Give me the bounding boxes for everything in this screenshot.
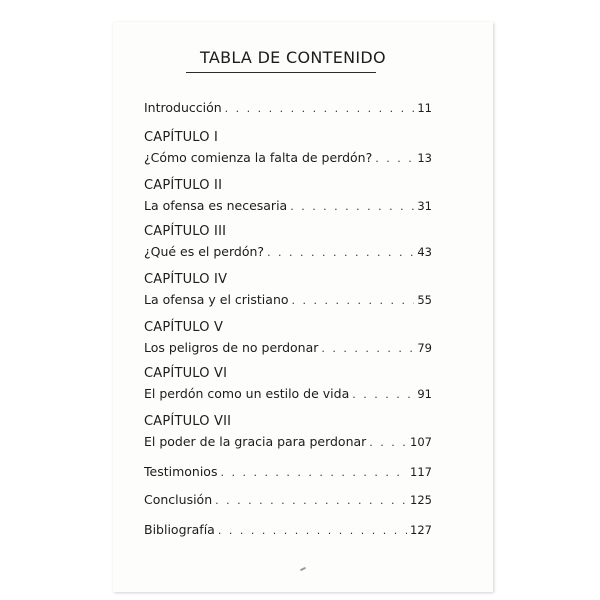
toc-entry-bibliografia [144,522,432,537]
entry-title: Los peligros de no perdonar [144,340,319,355]
page-number: 55 [417,293,432,307]
page-number: 91 [417,387,432,401]
title-underline [186,72,376,73]
page-number: 31 [417,199,432,213]
chapter-label-3: CAPÍTULO III [144,224,227,239]
page-number: 107 [410,435,432,449]
toc-entry-chapter-5 [144,340,432,355]
chapter-label-2: CAPÍTULO II [144,178,223,193]
toc-entry-chapter-3 [144,244,432,259]
page-number: 127 [410,523,432,537]
toc-entry-testimonios [144,464,432,479]
toc-entry-conclusion [144,492,432,507]
entry-title: El perdón como un estilo de vida [144,386,350,401]
page-number: 79 [417,341,432,355]
toc-entry-chapter-1 [144,150,432,165]
dot-leader [321,342,414,355]
dot-leader [375,152,414,165]
toc-entry-introduccion [144,100,432,115]
page-number: 13 [417,151,432,165]
toc-entry-chapter-6 [144,386,432,401]
toc-entry-chapter-7 [144,434,432,449]
entry-title: Conclusión [144,492,213,507]
dot-leader [369,436,407,449]
toc-title: TABLA DE CONTENIDO [200,48,386,67]
entry-title: Bibliografía [144,522,215,537]
dot-leader [215,494,407,507]
toc-entry-chapter-2 [144,198,432,213]
dot-leader [292,294,415,307]
dot-leader [220,466,407,479]
chapter-label-7: CAPÍTULO VII [144,414,232,429]
entry-title: El poder de la gracia para perdonar [144,434,367,449]
page-number: 117 [410,465,432,479]
entry-title: Testimonios [144,464,218,479]
entry-title: La ofensa y el cristiano [144,292,289,307]
toc-entry-chapter-4 [144,292,432,307]
page-number: 43 [417,245,432,259]
chapter-label-1: CAPÍTULO I [144,130,219,145]
entry-title: Introducción [144,100,222,115]
page-number: 11 [417,101,432,115]
page-number: 125 [410,493,432,507]
entry-title: ¿Cómo comienza la falta de perdón? [144,150,373,165]
chapter-label-4: CAPÍTULO IV [144,272,228,287]
dot-leader [218,524,407,537]
dot-leader [225,102,415,115]
chapter-label-6: CAPÍTULO VI [144,366,228,381]
chapter-label-5: CAPÍTULO V [144,320,224,335]
dot-leader [267,246,414,259]
entry-title: La ofensa es necesaria [144,198,288,213]
dot-leader [352,388,414,401]
entry-title: ¿Qué es el perdón? [144,244,265,259]
dot-leader [290,200,414,213]
